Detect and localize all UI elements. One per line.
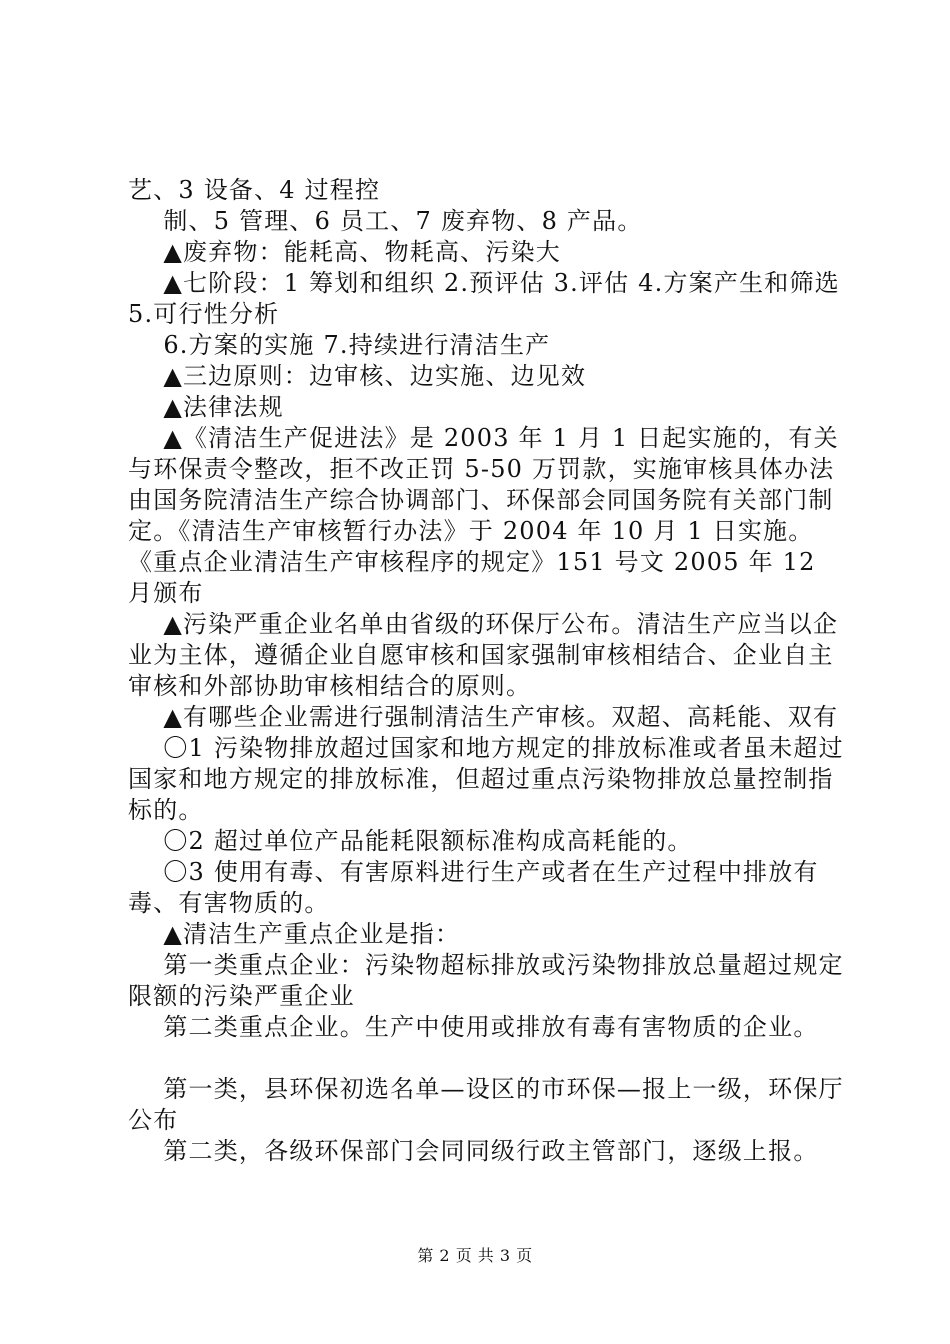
paragraph-12: 〇2 超过单位产品能耗限额标准构成高耗能的。 [128, 827, 693, 855]
paragraph-5: 6.方案的实施 7.持续进行清洁生产 [128, 331, 551, 359]
blank-line [128, 1043, 848, 1074]
paragraph-17: 第一类，县环保初选名单—设区的市环保—报上一级，环保厅公布 [128, 1075, 844, 1134]
paragraph-14: ▲清洁生产重点企业是指： [128, 920, 461, 948]
paragraph-11: 〇1 污染物排放超过国家和地方规定的排放标准或者虽未超过国家和地方规定的排放标准，但超过重点污染物排放总量控制指标的。 [128, 734, 844, 824]
paragraph-1: 艺、3 设备、4 过程控 [128, 176, 381, 204]
paragraph-18: 第二类，各级环保部门会同同级行政主管部门，逐级上报。 [128, 1137, 819, 1165]
paragraph-3: ▲废弃物：能耗高、物耗高、污染大 [128, 238, 561, 266]
paragraph-16: 第二类重点企业。生产中使用或排放有毒有害物质的企业。 [128, 1013, 819, 1041]
paragraph-7: ▲法律法规 [128, 393, 284, 421]
paragraph-2: 制、5 管理、6 员工、7 废弃物、8 产品。 [128, 207, 643, 235]
paragraph-10: ▲有哪些企业需进行强制清洁生产审核。双超、高耗能、双有 [128, 703, 839, 731]
page-footer: 第 2 页 共 3 页 [417, 1246, 533, 1265]
paragraph-4: ▲七阶段：1 筹划和组织 2.预评估 3.评估 4.方案产生和筛选 5.可行性分析 [128, 269, 849, 328]
paragraph-15: 第一类重点企业：污染物超标排放或污染物排放总量超过规定限额的污染严重企业 [128, 951, 844, 1010]
paragraph-13: 〇3 使用有毒、有害原料进行生产或者在生产过程中排放有毒、有害物质的。 [128, 858, 819, 917]
paragraph-6: ▲三边原则：边审核、边实施、边见效 [128, 362, 587, 390]
document-body [128, 175, 848, 1167]
paragraph-8: ▲《清洁生产促进法》是 2003 年 1 月 1 日起实施的，有关与环保责令整改，拒不改正罚 5-50 万罚款，实施审核具体办法由国务院清洁生产综合协调部门、环保部会同国务院有关部门制定。《清洁生产审核暂行办法》于 2004 年 10 月 1 日实施。《重点企业清洁生产审核程序的规定》151 号文 2005 年 12 月颁布 [128, 424, 839, 607]
paragraph-9: ▲污染严重企业名单由省级的环保厅公布。清洁生产应当以企业为主体，遵循企业自愿审核和国家强制审核相结合、企业自主审核和外部协助审核相结合的原则。 [128, 610, 839, 700]
